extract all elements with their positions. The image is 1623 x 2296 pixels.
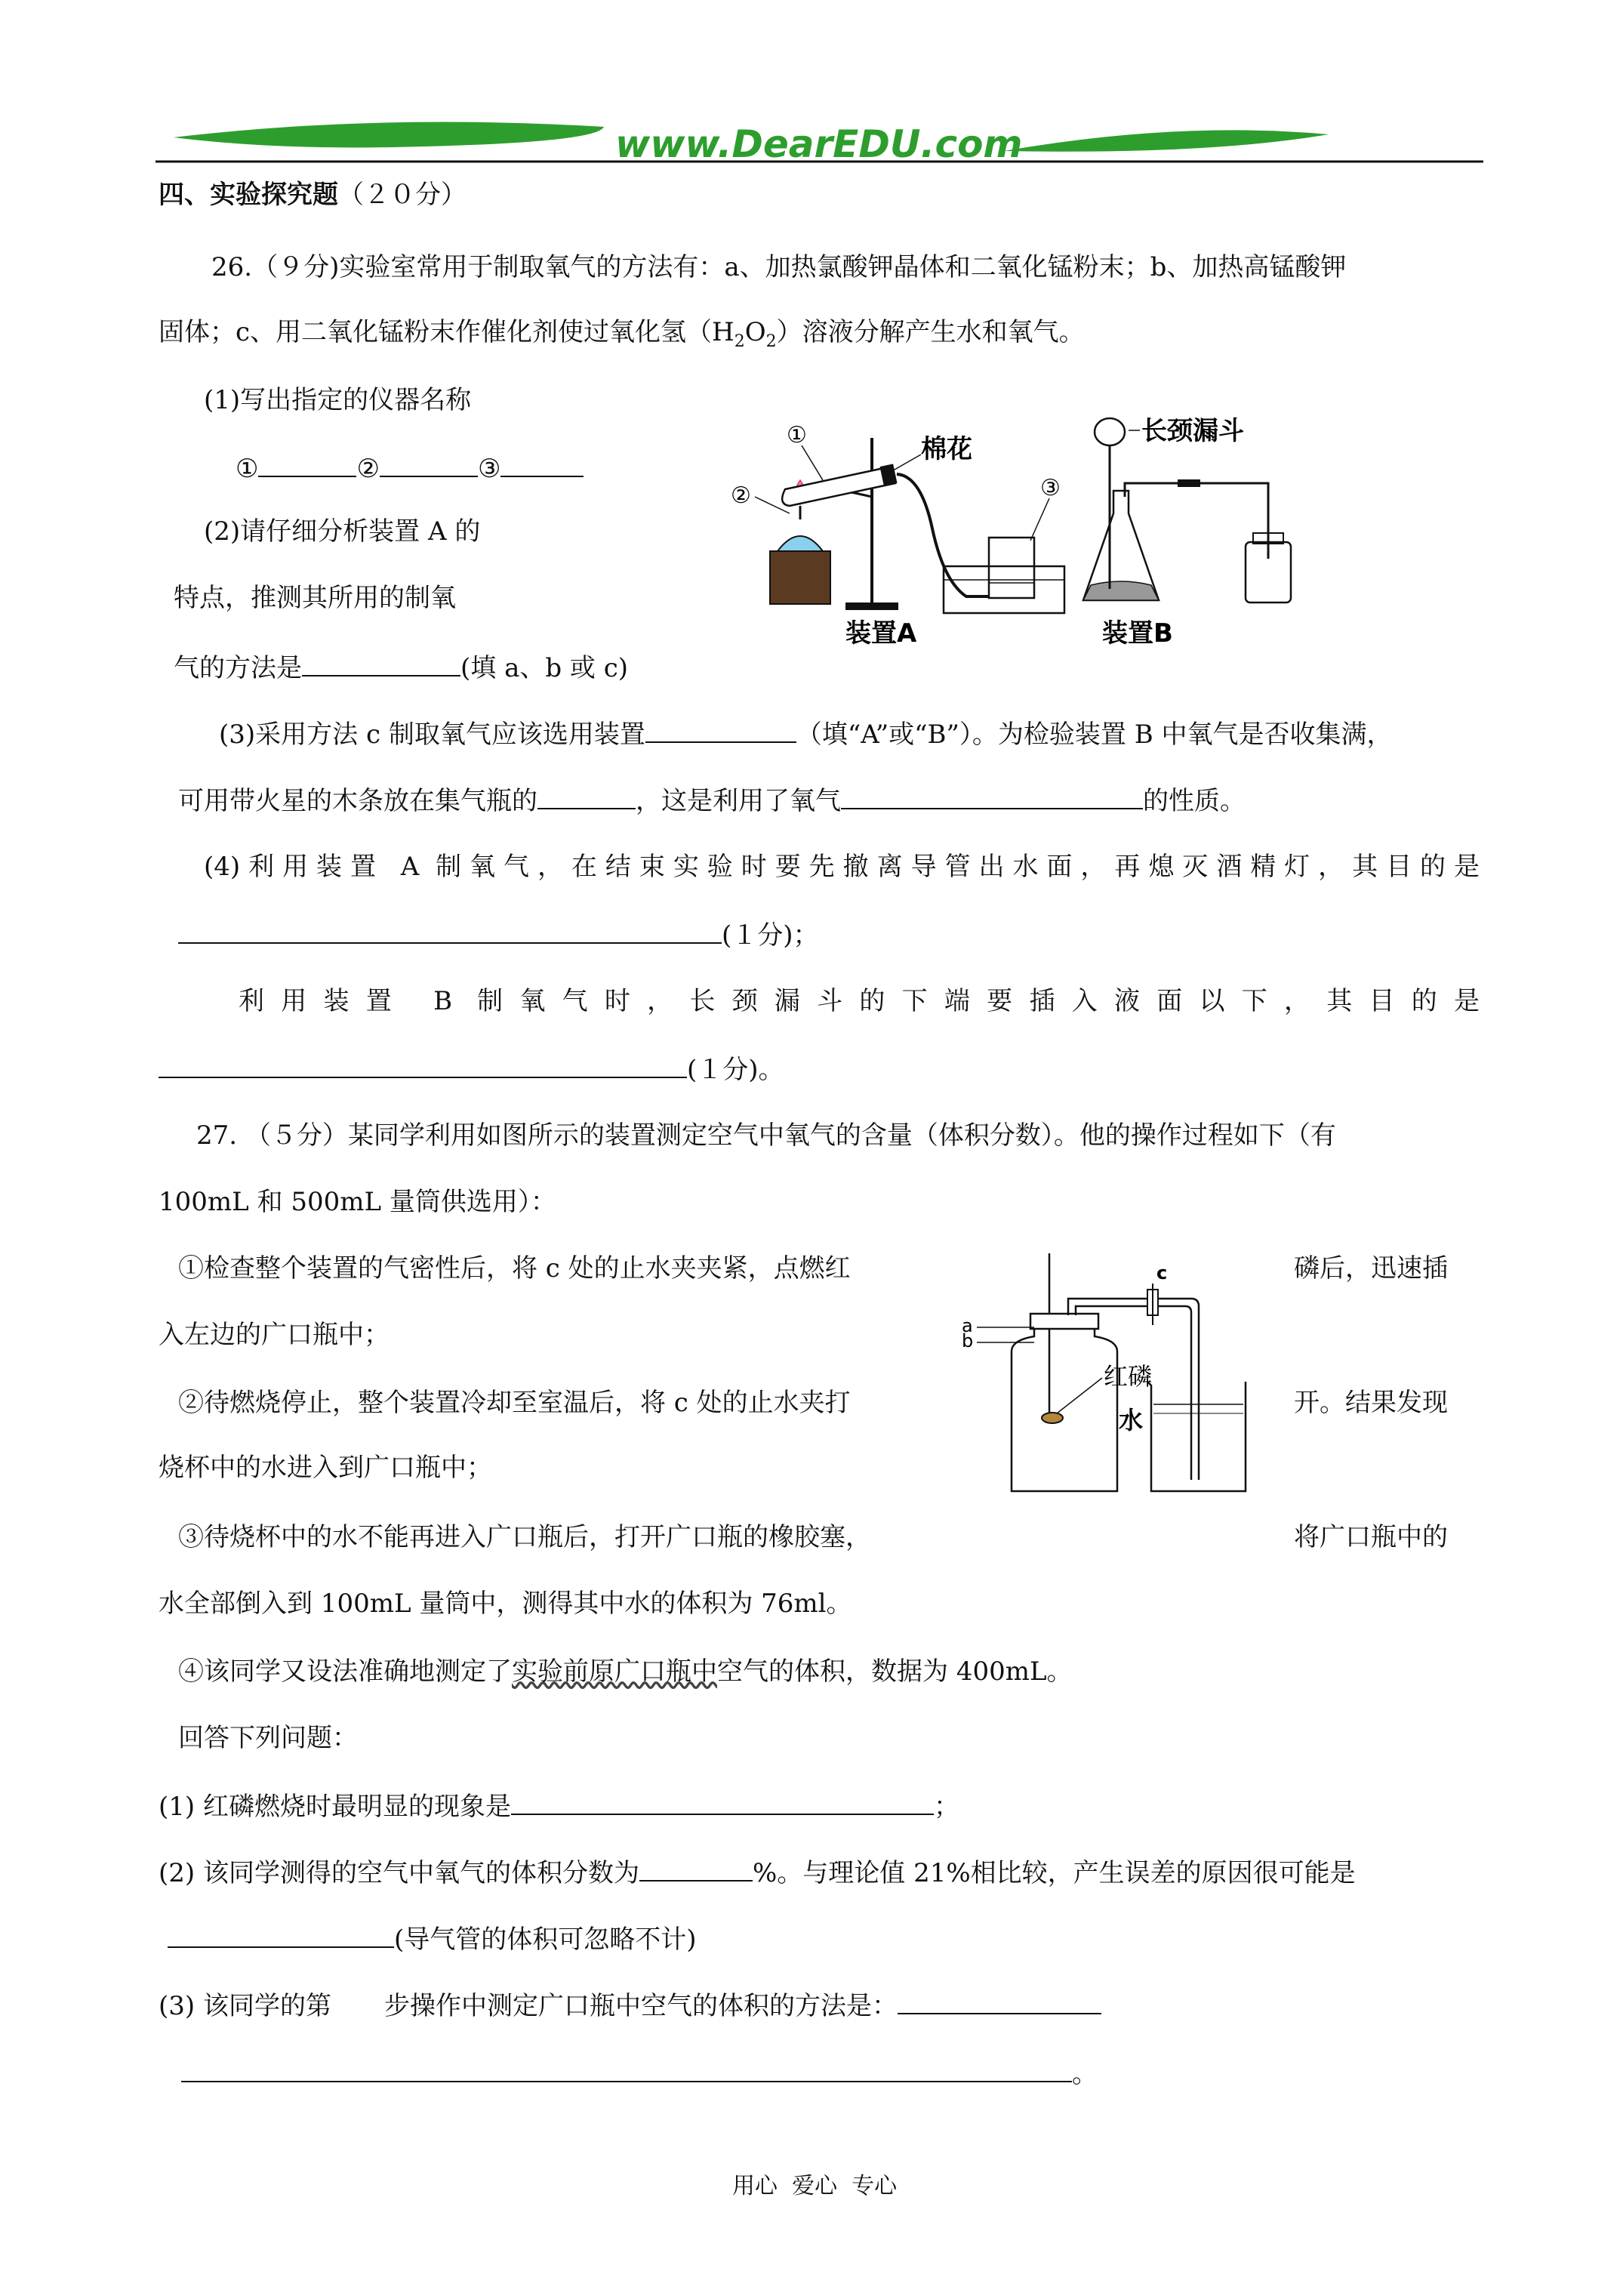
q26-p3-text-b: （填“A”或“B”）。为检验装置 B 中氧气是否收集满， <box>796 720 1393 750</box>
blank-marker-1: ① <box>236 454 259 484</box>
q26-line2-text-c: ）溶液分解产生水和氧气。 <box>776 317 1085 347</box>
q27-step1-left: ①检查整个装置的气密性后，将 c 处的止水夹夹紧，点燃红 <box>178 1253 851 1284</box>
label-a: a <box>962 1315 973 1336</box>
iron-stand-base <box>845 603 898 610</box>
q27-step4-text-c: 空气的体积，数据为 400mL。 <box>717 1657 1073 1687</box>
q27-ask: 回答下列问题： <box>178 1723 358 1753</box>
q26-line2-text-b: O <box>744 317 766 347</box>
label-apparatus-b: 装置B <box>1102 618 1173 649</box>
q27-a3-end: 。 <box>1072 2059 1098 2089</box>
collecting-bottle-a <box>989 538 1034 598</box>
q26-p3-line2 <box>178 781 1246 819</box>
q26-p2-hint: (填 a、b 或 c) <box>460 653 629 683</box>
answer-blank-phenomenon[interactable] <box>511 1786 934 1815</box>
q26-p1: (1)写出指定的仪器名称 <box>204 385 472 415</box>
q26-p3-text-d: ，这是利用了氧气 <box>636 786 841 816</box>
q27-step2-right: 开。结果发现 <box>1294 1388 1448 1418</box>
alcohol-lamp <box>778 536 823 551</box>
beaker <box>1147 1382 1246 1491</box>
q27-step4-text-a: ④该同学又设法准确地测定了 <box>178 1657 512 1687</box>
q26-p2-text: 气的方法是 <box>174 653 302 683</box>
q27-step3-left: ③待烧杯中的水不能再进入广口瓶后，打开广口瓶的橡胶塞， <box>178 1522 871 1552</box>
section-score: （２０分） <box>338 180 467 210</box>
long-neck-funnel <box>1095 418 1125 445</box>
label-apparatus-a: 装置A <box>845 618 917 649</box>
q27-step4 <box>178 1653 1073 1690</box>
answer-blank-1[interactable] <box>258 448 356 477</box>
q26-p4-score: (１分)； <box>722 920 819 951</box>
combustion-spoon <box>1042 1413 1063 1423</box>
q26-p5-score: (１分)。 <box>687 1055 784 1085</box>
blank-marker-3: ③ <box>477 454 501 484</box>
q27-step3-cont: 水全部倒入到 100mL 量筒中，测得其中水的体积为 76ml。 <box>159 1589 852 1619</box>
q27-answer2-cont <box>168 1919 697 1958</box>
q27-a1-text: (1) 红磷燃烧时最明显的现象是 <box>159 1792 511 1822</box>
water-trough <box>944 566 1064 613</box>
label-b: b <box>962 1330 974 1351</box>
q26-p4-line1: (4)利用装置 A 制氧气，在结束实验时要先撤离导管出水面，再熄灭酒精灯，其目的是 <box>204 852 1480 882</box>
q27-a3-text-b: 步操作中测定广口瓶中空气的体积的方法是： <box>383 1991 898 2021</box>
answer-blank-method-b[interactable] <box>181 2054 1072 2082</box>
q27-a1-end: ； <box>933 1792 959 1822</box>
q26-p5-line2 <box>159 1049 784 1088</box>
label-c: c <box>1156 1262 1168 1284</box>
test-tube <box>782 467 895 506</box>
q27-step2-cont: 烧杯中的水进入到广口瓶中； <box>159 1453 492 1483</box>
page-footer: 用心 爱心 专心 <box>732 2173 898 2199</box>
q27-step1-cont: 入左边的广口瓶中； <box>159 1320 390 1350</box>
q27-answer2 <box>159 1853 1356 1891</box>
q26-p2-line3 <box>174 648 628 686</box>
q27-line2: 100mL 和 500mL 量筒供选用）： <box>159 1187 556 1217</box>
q27-a2-note: (导气管的体积可忽略不计) <box>394 1925 697 1955</box>
answer-blank-method-a[interactable] <box>898 1986 1101 2014</box>
banner-swoosh-right <box>1004 130 1329 151</box>
q26-p4-line2 <box>178 915 819 954</box>
answer-blank-2[interactable] <box>380 448 478 477</box>
label-red-phosphorus: 红磷 <box>1104 1362 1153 1391</box>
q27-a2-text: (2) 该同学测得的空气中氧气的体积分数为 <box>159 1858 639 1888</box>
rubber-stopper <box>1030 1314 1098 1329</box>
label-water: 水 <box>1119 1406 1144 1435</box>
answer-blank-purpose-b[interactable] <box>159 1049 687 1078</box>
q26-p3-line1 <box>219 714 1393 753</box>
q26-sub-o: 2 <box>765 331 777 351</box>
q26-p2-line2: 特点，推测其所用的制氧 <box>174 583 456 613</box>
label-cotton: 棉花 <box>921 434 972 464</box>
q27-step2-left: ②待燃烧停止，整个装置冷却至室温后，将 c 处的止水夹打 <box>178 1388 851 1418</box>
answer-blank-3[interactable] <box>500 448 584 477</box>
q26-p3-text-a: (3)采用方法 c 制取氧气应该选用装置 <box>219 720 645 750</box>
q26-p5-line1: 利用装置 B 制氧气时，长颈漏斗的下端要插入液面以下，其目的是 <box>239 986 1480 1016</box>
label-funnel: 长颈漏斗 <box>1141 416 1244 446</box>
oxygen-measure-figure <box>959 1253 1291 1502</box>
q26-p2-line1: (2)请仔细分析装置 A 的 <box>204 516 481 547</box>
label-circle-1: ① <box>787 422 807 448</box>
q27-step3-right: 将广口瓶中的 <box>1294 1522 1448 1552</box>
answer-blank-purpose-a[interactable] <box>178 915 722 944</box>
q27-line1: 27. （５分）某同学利用如图所示的装置测定空气中氧气的含量（体积分数）。他的操作过程如下（有 <box>196 1120 1336 1151</box>
apparatus-figure <box>717 408 1298 649</box>
q26-p3-text-c: 可用带火星的木条放在集气瓶的 <box>178 786 537 816</box>
answer-blank-apparatus[interactable] <box>645 714 796 743</box>
label-circle-3: ③ <box>1040 475 1061 501</box>
answer-blank-percent[interactable] <box>639 1853 753 1881</box>
q26-sub-h: 2 <box>734 331 745 351</box>
q27-answer3-cont <box>181 2054 1098 2092</box>
delivery-tube-b <box>1125 483 1268 559</box>
q26-line1: 26.（９分)实验室常用于制取氧气的方法有：a、加热氯酸钾晶体和二氧化锰粉末；b、加热高锰酸钾 <box>211 252 1347 282</box>
answer-blank-method[interactable] <box>302 648 460 676</box>
q27-a2-text-b: %。与理论值 21%相比较，产生误差的原因很可能是 <box>752 1858 1356 1888</box>
label-circle-2: ② <box>731 482 751 509</box>
q26-p1-blanks <box>236 448 584 487</box>
q26-line2-text-a: 固体；c、用二氧化锰粉末作催化剂使过氧化氢（H <box>159 317 735 347</box>
blank-marker-2: ② <box>356 454 380 484</box>
answer-blank-property[interactable] <box>841 781 1143 809</box>
site-logo: www.DearEDU.com <box>615 122 1023 166</box>
q26-line2 <box>159 314 1085 360</box>
banner-swoosh-left <box>174 122 604 148</box>
q27-step4-underlined: 实验前原广口瓶中 <box>512 1657 717 1687</box>
q27-step1-right: 磷后，迅速插 <box>1294 1253 1448 1284</box>
section-title <box>159 177 467 213</box>
q27-answer3 <box>159 1986 1101 2024</box>
answer-blank-error-reason[interactable] <box>168 1919 394 1948</box>
burner-block <box>770 551 830 604</box>
section-title-text: 四、实验探究题 <box>159 180 338 210</box>
q27-answer1 <box>159 1786 959 1825</box>
header-banner <box>0 0 1623 174</box>
q26-p3-text-e: 的性质。 <box>1143 786 1246 816</box>
answer-blank-position[interactable] <box>537 781 636 809</box>
q27-a3-text-a: (3) 该同学的第 <box>159 1991 331 2021</box>
